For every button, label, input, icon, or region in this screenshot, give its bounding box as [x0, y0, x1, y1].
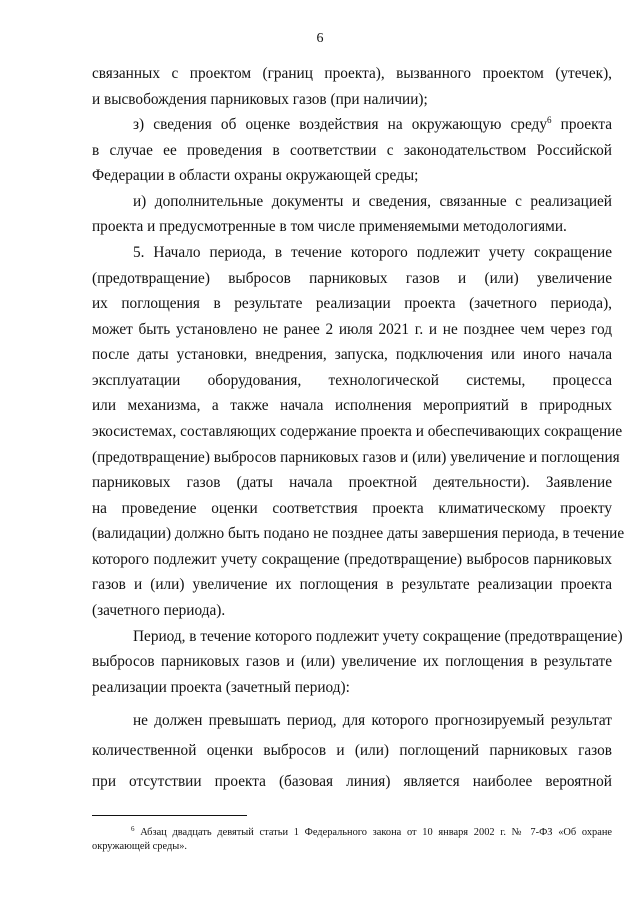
text-line: при отсутствии проекта (базовая линия) является наиболее вероятной	[92, 773, 612, 790]
text-line: (предотвращение) выбросов парниковых газов и (или) увеличение и поглощения	[92, 449, 620, 466]
text-line: 5. Начало периода, в течение которого подлежит учету сокращение	[133, 244, 612, 261]
text-line: и высвобождения парниковых газов (при наличии);	[92, 91, 428, 108]
text-line: не должен превышать период, для которого прогнозируемый результат	[133, 712, 612, 729]
text-line: эксплуатации оборудования, технологической системы, процесса	[92, 372, 612, 389]
text-line: связанных с проектом (границ проекта), вызванного проектом (утечек),	[92, 65, 612, 82]
text-line: Период, в течение которого подлежит учету сокращение (предотвращение)	[133, 628, 623, 645]
footnote-reference[interactable]: 6	[546, 115, 552, 125]
text-line: в случае ее проведения в соответствии с законодательством Российской	[92, 142, 612, 159]
text-line: на проведение оценки соответствия проекта климатическому проекту	[92, 500, 612, 517]
text-line: проекта и предусмотренные в том числе применяемыми методологиями.	[92, 218, 567, 235]
text-line: после даты установки, внедрения, запуска, подключения или иного начала	[92, 346, 612, 363]
text-line: газов и (или) увеличение их поглощения в результате реализации проекта	[92, 576, 612, 593]
footnote-marker: 6	[131, 825, 135, 833]
text-line: (зачетного периода).	[92, 602, 226, 619]
text-line: Федерации в области охраны окружающей среды;	[92, 167, 419, 184]
text-line: экосистемах, составляющих содержание проекта и обеспечивающих сокращение	[92, 423, 623, 440]
text-line: и) дополнительные документы и сведения, связанные с реализацией	[133, 193, 612, 210]
text-line: парниковых газов (даты начала проектной деятельности). Заявление	[92, 474, 612, 491]
footnote-divider	[92, 815, 247, 816]
text-line: их поглощения в результате реализации проекта (зачетного периода),	[92, 295, 612, 312]
text-line: может быть установлено не ранее 2 июля 2021 г. и не позднее чем через год	[92, 321, 612, 338]
text-line: или механизма, а также начала исполнения мероприятий в природных	[92, 397, 612, 414]
text-segment: з) сведения об оценке воздействия на окружающую среду	[133, 116, 547, 133]
text-line: (валидации) должно быть подано не позднее даты завершения периода, в течение	[92, 525, 625, 542]
text-line	[133, 115, 612, 135]
text-line: реализации проекта (зачетный период):	[92, 679, 350, 696]
text-line: выбросов парниковых газов и (или) увеличение их поглощения в результате	[92, 653, 612, 670]
text-segment: проекта	[551, 116, 612, 133]
text-line: (предотвращение) выбросов парниковых газов и (или) увеличение	[92, 270, 612, 287]
footnote-text	[131, 826, 612, 840]
text-line: количественной оценки выбросов и (или) поглощений парниковых газов	[92, 742, 612, 759]
footnote-text: окружающей среды».	[92, 841, 188, 852]
text-line: которого подлежит учету сокращение (предотвращение) выбросов парниковых	[92, 551, 612, 568]
page-number: 6	[316, 31, 324, 46]
footnote-segment: Абзац двадцать девятый статьи 1 Федерального закона от 10 января 2002 г. № 7-ФЗ «Об охране	[134, 827, 612, 838]
